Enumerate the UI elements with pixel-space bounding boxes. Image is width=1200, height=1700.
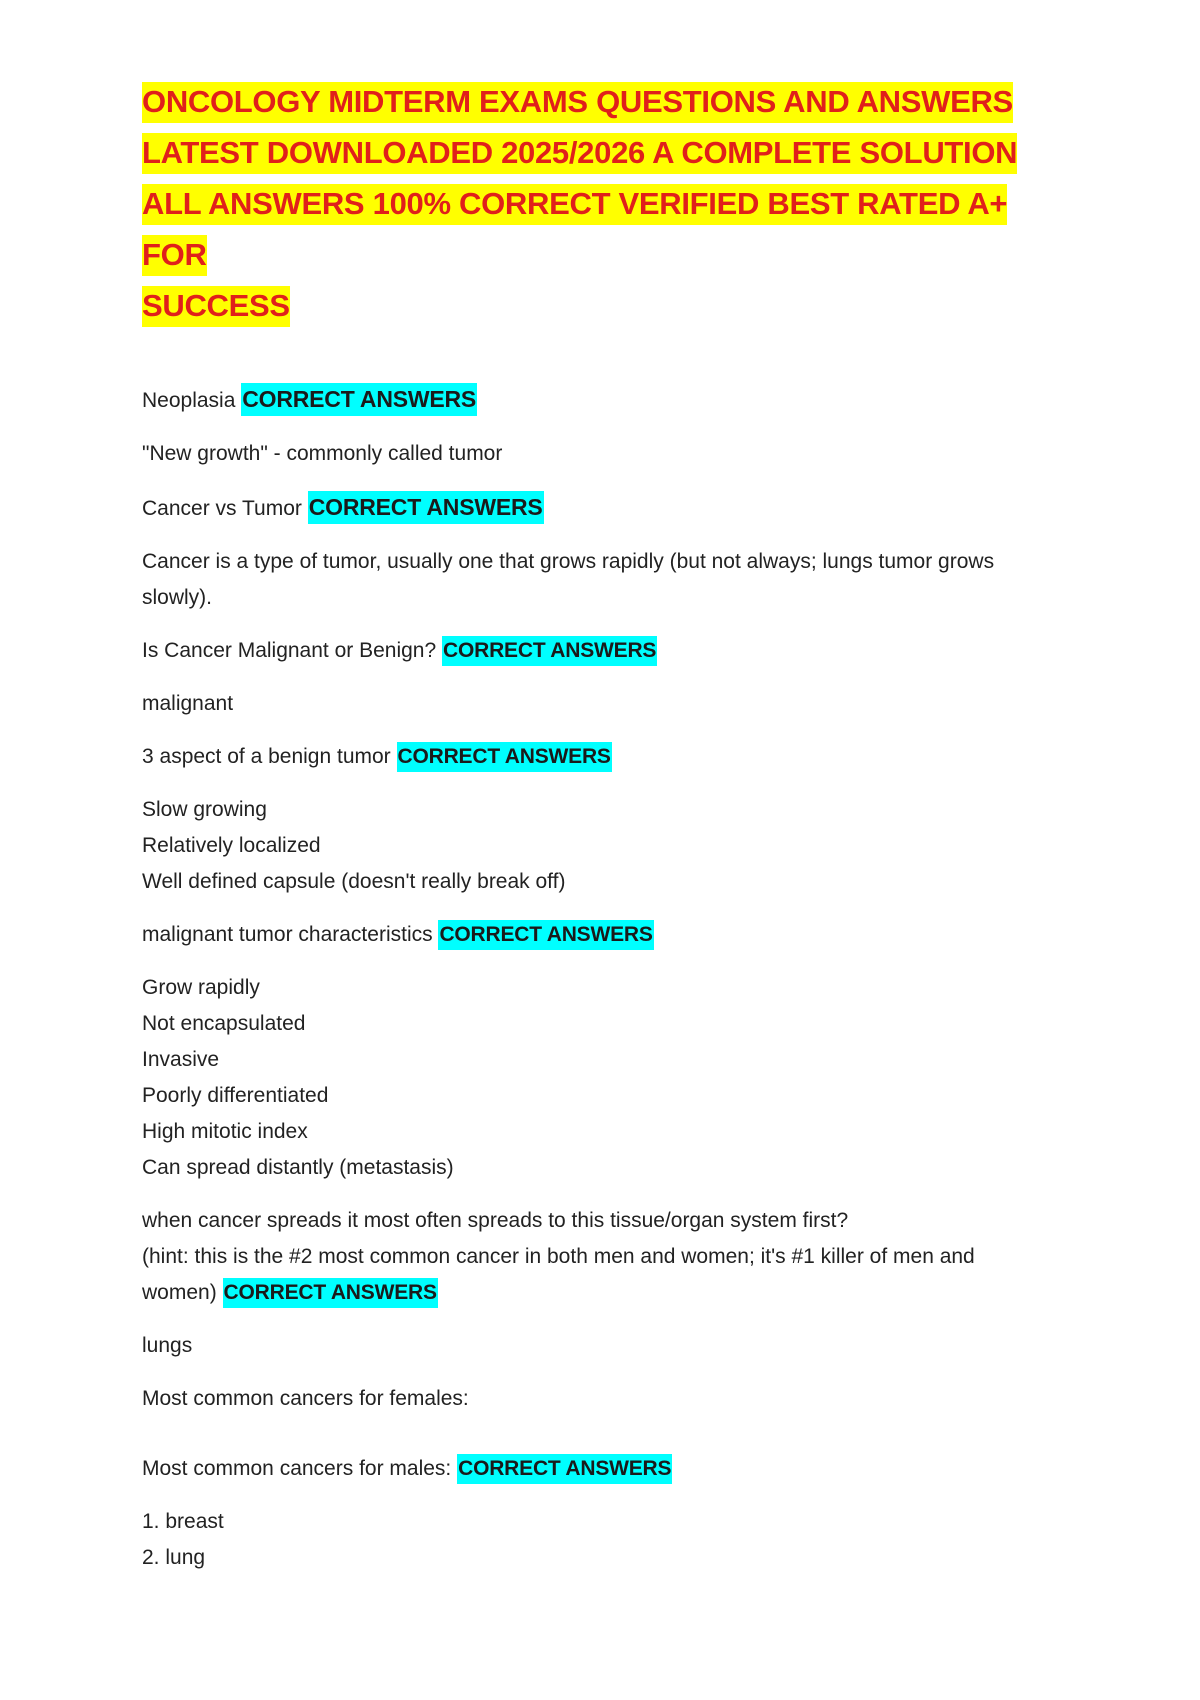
question-text: (hint: this is the #2 most common cancer in both men and women; it's #1 killer of men and [142,1245,975,1268]
title-line-1: ONCOLOGY MIDTERM EXAMS QUESTIONS AND ANSWERS [142,82,1013,123]
question [142,739,1042,775]
question [142,1381,1042,1417]
correct-answers-badge: CORRECT ANSWERS [457,1454,672,1484]
answer-line: High mitotic index [142,1120,308,1143]
answer-line: Invasive [142,1048,220,1071]
question-text: Most common cancers for females: [142,1387,469,1410]
question [142,917,1042,953]
correct-answers-badge: CORRECT ANSWERS [308,491,544,524]
qa-list [142,381,1042,1576]
question-text: Most common cancers for males: [142,1457,452,1480]
question-text: 3 aspect of a benign tumor [142,745,391,768]
question [142,633,1042,669]
correct-answers-badge: CORRECT ANSWERS [397,742,612,772]
answer-line: 1. breast [142,1510,224,1533]
question [142,381,1042,419]
answer-line: Relatively localized [142,834,321,857]
correct-answers-badge: CORRECT ANSWERS [442,636,657,666]
answer-line: lungs [142,1334,193,1357]
question-text: Is Cancer Malignant or Benign? [142,639,437,662]
title-line-4: SUCCESS [142,286,290,327]
answer [142,436,1042,472]
title-line-3: ALL ANSWERS 100% CORRECT VERIFIED BEST RATED A+ FOR [142,184,1007,276]
answer-line: Can spread distantly (metastasis) [142,1156,454,1179]
answer-line: malignant [142,692,234,715]
answer [142,970,1042,1186]
answer-line: slowly). [142,586,213,609]
correct-answers-badge: CORRECT ANSWERS [241,383,477,416]
answer [142,1328,1042,1364]
question-text: women) [142,1281,217,1304]
document-title [142,76,1042,331]
question-text: Neoplasia [142,389,236,412]
question-text: Cancer vs Tumor [142,497,302,520]
correct-answers-badge: CORRECT ANSWERS [223,1278,438,1308]
answer-line: 2. lung [142,1546,206,1569]
answer [142,1504,1042,1576]
answer-line: Not encapsulated [142,1012,306,1035]
answer-line: "New growth" - commonly called tumor [142,442,503,465]
question [142,1451,1042,1487]
answer-line: Poorly differentiated [142,1084,329,1107]
question-text-last [142,1275,1042,1311]
correct-answers-badge: CORRECT ANSWERS [438,920,653,950]
answer-line: Cancer is a type of tumor, usually one that grows rapidly (but not always; lungs tumor grows [142,550,995,573]
title-line-2: LATEST DOWNLOADED 2025/2026 A COMPLETE SOLUTION [142,133,1017,174]
question-text: malignant tumor characteristics [142,923,433,946]
document-content [142,76,1042,1593]
answer [142,686,1042,722]
answer [142,544,1042,616]
answer-line: Slow growing [142,798,267,821]
answer-line: Grow rapidly [142,976,260,999]
question [142,489,1042,527]
answer-line: Well defined capsule (doesn't really break off) [142,870,566,893]
answer [142,792,1042,900]
question [142,1203,1042,1311]
question-text: when cancer spreads it most often spreads to this tissue/organ system first? [142,1209,849,1232]
